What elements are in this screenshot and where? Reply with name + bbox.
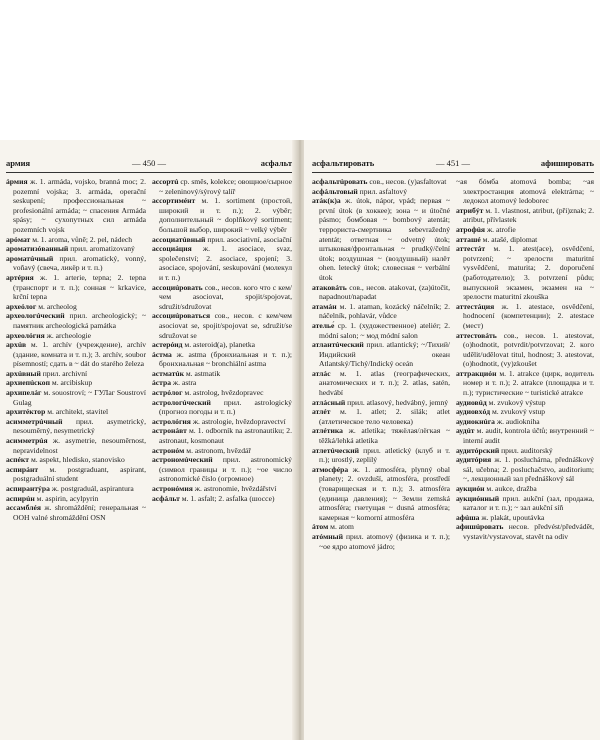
dictionary-entry — [6, 340, 146, 369]
left-page-column-2 — [152, 177, 292, 522]
dictionary-entry — [6, 465, 146, 484]
dictionary-entry — [312, 532, 450, 551]
entry-definition: ж. astma (бронхиальная и т. п.); бронхиальная ~ bronchiální astma — [159, 349, 292, 369]
entry-definition: ж. 1. atmosféra, plynný obal planety; 2. ovzduší, atmosféra, prostředí (товарищеская и т. п.); 3. atmosféra (единица давления); ~ Земли zemská atmosféra; гнетущая ~ dusná atmosféra; камерная ~ komorní atmosféra — [319, 464, 450, 522]
dictionary-entry — [312, 446, 450, 465]
entry-headword: áстма — [152, 349, 172, 359]
entry-headword: аттестовáть — [456, 330, 497, 340]
right-page-columns — [312, 177, 594, 551]
dictionary-entry — [456, 398, 594, 408]
entry-definition: м. 1. atest(ace), osvědčení, potvrzení; ~ зрелости maturitní vysvědčení, maturita; 2. doporučení (работодателю); 3. potvrzení půdu; выпускной экзамен, экзамен на ~ зрелости maturitní zkouška — [463, 244, 594, 302]
entry-definition: прил. aromatizovaný — [70, 244, 135, 254]
dictionary-entry — [312, 522, 450, 532]
entry-definition: ж. 1. posluchárna, přednáškový sál, učebna; 2. posluchačstvo, auditorium; ~, лекционный зал přednáškový sál — [463, 455, 594, 484]
entry-headword: атташé — [456, 234, 481, 244]
dictionary-entry — [152, 340, 292, 350]
dictionary-entry — [152, 235, 292, 245]
entry-definition: прил. asfaltový — [359, 186, 408, 196]
entry-definition: ж. plakát, upoutávka — [481, 512, 545, 522]
entry-headword: астматúк — [152, 368, 184, 378]
entry-headword: аудиовúд — [456, 397, 487, 407]
dictionary-entry — [152, 398, 292, 417]
entry-headword: астронáвт — [152, 426, 187, 436]
dictionary-entry — [6, 436, 146, 455]
entry-headword: астрóлог — [152, 388, 183, 398]
dictionary-entry — [456, 302, 594, 331]
entry-definition: прил. astrologický (прогноз погоды и т. п.) — [159, 397, 292, 417]
left-page-columns — [6, 177, 292, 522]
entry-definition: прил. asymetrický, nesouměrný, nesymetrický — [13, 416, 146, 436]
dictionary-entry — [6, 503, 146, 522]
entry-headword: атлетúческий — [312, 445, 359, 455]
entry-definition: ж. postgraduál, aspirantura — [51, 484, 134, 493]
dictionary-entry — [456, 206, 594, 225]
entry-definition: прил. aukční (зал, продажа, каталог и т. п.); ~ зал aukční síň — [463, 493, 594, 513]
entry-definition: прил. atlasový, hedvábný, jemný — [347, 397, 449, 407]
entry-definition: сов., несов. кого что с кем/чем asociovat, spojit/spojovat, sdružit/sdružovat — [159, 282, 292, 311]
dictionary-entry — [312, 196, 450, 282]
dictionary-entry — [456, 244, 594, 302]
entry-headword: аудиокнúга — [456, 416, 495, 426]
entry-headword: археóлог — [6, 301, 37, 311]
dictionary-entry — [6, 388, 146, 407]
dictionary-entry — [152, 350, 292, 369]
entry-headword: аспéкт — [6, 455, 30, 465]
entry-headword: атрофúя — [456, 224, 486, 234]
entry-definition: несов. předvést/předvádět, vystavit/vystavovat, stavět na odiv — [463, 522, 594, 541]
entry-headword: ателье́ — [312, 320, 335, 330]
entry-headword: áтом — [312, 522, 329, 532]
entry-headword: астрономúческий — [152, 455, 213, 465]
entry-headword: архитéктор — [6, 407, 46, 417]
entry-headword: аудúт — [456, 426, 475, 436]
entry-definition: м. 1. ataman, kozácký náčelník; 2. náčelník, pohlavár, vůdce — [319, 301, 450, 321]
entry-definition: м. 1. sortiment (простой, широкий и т. п.); 2. výběr; дополнительный ~ doplňkový sortiment; большой выбор, широкий ~ velký výběr — [159, 196, 292, 234]
entry-headword: астрологúческий — [152, 397, 211, 407]
entry-definition: ж. astrologie, hvězdopravectví — [192, 416, 286, 426]
entry-headword: ассортимéнт — [152, 196, 196, 206]
header-right-word: афишировать — [540, 158, 594, 168]
dictionary-entry — [152, 196, 292, 234]
entry-definition: прил. auditorský — [501, 445, 553, 455]
dictionary-entry — [456, 446, 594, 456]
entry-headword: афишúровать — [456, 522, 504, 532]
header-right-word: асфальт — [260, 158, 292, 168]
entry-definition: ж. atletika; тяжёлая/лёгкая ~ těžká/lehká atletika — [319, 426, 450, 446]
entry-headword: асимметрúчный — [6, 416, 63, 426]
dictionary-entry — [456, 513, 594, 523]
entry-definition: м. atom — [330, 522, 354, 532]
entry-headword: артéрия — [6, 272, 34, 282]
entry-headword: асфальтúровать — [312, 177, 368, 186]
entry-definition: м. zvukový výstup — [488, 397, 546, 407]
entry-definition: ж. útok, nápor, vpád; первая ~ první útok (в хоккее); зона ~ и útočné pásmo; бомбовая ~ bombový atentát; террориста-смертника sebevražedný atentát; ответная ~ odvetný útok; штыковая/фронтальная ~ prudký/čelní útok; воздушная ~ (воздушный) налёт ohen. letecký útok; словесная ~ verbální útok — [319, 196, 450, 282]
running-header — [312, 158, 594, 173]
entry-headword: ассортú — [152, 177, 179, 186]
entry-definition: м. zvukový vstup — [492, 407, 546, 417]
entry-headword: асфáльтовый — [312, 186, 358, 196]
entry-definition: м. 1. atrakce (цирк, водитель номер и т. п.); 2. atrakce (площадка и т. п.); туристические ~ turistické atrakce — [463, 368, 594, 398]
entry-headword: атамáн — [312, 301, 337, 311]
dictionary-entry — [152, 311, 292, 340]
entry-definition: ж. astronomie, hvězdářství — [194, 484, 277, 493]
entry-headword: афúша — [456, 512, 480, 522]
entry-definition: сов., несов. (у)asfaltovat — [369, 177, 447, 186]
header-left-word: асфальтировать — [312, 158, 375, 168]
dictionary-entry — [456, 522, 594, 541]
dictionary-entry — [6, 494, 146, 504]
dictionary-entry — [6, 331, 146, 341]
dictionary-spread — [0, 140, 600, 740]
entry-definition: прил. aromatický, vonný, voňavý (свеча, ликёр и т. п.) — [13, 253, 146, 273]
dictionary-entry — [152, 244, 292, 282]
entry-definition: прил. astronomický (символ границы и т. п.); ~ое число astronomické číslo (огромное) — [159, 455, 292, 484]
entry-definition: м. 1. atlet; 2. silák; atlet (атлетическое тело человека) — [319, 407, 450, 426]
entry-headword: аукциóн — [456, 484, 485, 493]
entry-headword: атáк(к)а — [312, 196, 341, 206]
running-header — [6, 158, 292, 173]
entry-headword: асфáльт — [152, 493, 180, 503]
entry-headword: атлéтика — [312, 426, 343, 436]
entry-headword: астронóмия — [152, 484, 193, 493]
entry-definition: ж. shromáždění; генеральная ~ ООН valné shromáždění OSN — [13, 503, 147, 522]
dictionary-entry — [152, 484, 292, 494]
dictionary-entry — [152, 177, 292, 196]
entry-definition: ср. 1. (художественное) ateliér; 2. módní salon; ~ мод módní salon — [319, 320, 450, 340]
entry-headword: аудитóрский — [456, 445, 500, 455]
entry-definition: м. 1. odborník na astronautiku; 2. astronaut, kosmonaut — [159, 426, 292, 446]
dictionary-entry — [152, 388, 292, 398]
right-page — [304, 140, 600, 740]
entry-headword: атрибýт — [456, 205, 484, 215]
entry-headword: атлáс — [312, 368, 331, 378]
page-number: — 451 — — [436, 158, 470, 168]
dictionary-entry — [312, 340, 450, 369]
dictionary-entry — [456, 369, 594, 398]
entry-headword: ассоциатúвный — [152, 234, 206, 244]
entry-definition: прил. archivní — [42, 368, 88, 378]
entry-headword: архипелáг — [6, 388, 42, 398]
header-left-word: армия — [6, 158, 31, 168]
dictionary-entry — [6, 378, 146, 388]
entry-headword: ароматúчный — [6, 253, 54, 263]
entry-headword: ароматизóванный — [6, 244, 69, 254]
dictionary-entry — [6, 417, 146, 436]
entry-definition: ж. archeologie — [46, 330, 92, 340]
entry-definition: м. audit, kontrola účtů; внутренний ~ interní audit — [463, 426, 594, 446]
entry-definition: м. 1. archív (учреждение), archív (здание, комната и т. п.); 3. archív, soubor písemností; сдать в ~ dát do starého železa — [13, 340, 146, 369]
entry-definition: м. asteroid(a), planetka — [184, 340, 256, 350]
entry-definition: м. 1. atlas (географических, анатомических и т. п.); 2. atlas, satén, hedvábí — [319, 368, 450, 398]
entry-definition: прил. atomový (физика и т. п.); ~ое ядро atomové jádro; — [319, 531, 450, 551]
dictionary-entry — [6, 484, 146, 494]
right-page-column-1 — [312, 177, 450, 551]
dictionary-entry — [312, 177, 450, 187]
entry-headword: атаковáть — [312, 282, 347, 292]
entry-headword: ассоциáция — [152, 244, 192, 254]
dictionary-entry — [6, 407, 146, 417]
entry-definition: м. astrolog, hvězdopravec — [184, 388, 264, 398]
dictionary-entry — [456, 407, 594, 417]
dictionary-entry — [312, 369, 450, 398]
entry-definition: ж. atrofie — [486, 224, 516, 234]
entry-definition: м. atašé, diplomat — [482, 234, 538, 244]
entry-definition: м. 1. vlastnost, atribut, (při)znak; 2. atribut, přívlastek — [463, 205, 594, 225]
entry-headword: атлéт — [312, 407, 331, 417]
entry-definition: м. aukce, dražba — [486, 484, 537, 493]
dictionary-entry — [6, 369, 146, 379]
dictionary-entry — [152, 417, 292, 427]
entry-definition: ж. audiokniha — [496, 416, 540, 426]
entry-headword: аттестáт — [456, 244, 486, 254]
dictionary-entry — [456, 331, 594, 369]
entry-definition: сов., несов. 1. atestovat, (o)hodnotit, potvrdit/potvrzovat; 2. кого udělit/udělovat titul, hodnost; 3. atestovat, (o)hodnotit, (vy)zkoušet — [463, 330, 594, 369]
entry-headword: астерóид — [152, 340, 183, 350]
entry-headword: археологúческий — [6, 311, 65, 321]
entry-definition: ж. 1. asociace, svaz, společenství; 2. asociace, spojení; 3. asociace, spojování, seskupování (молекул и т. п.) — [159, 244, 292, 282]
dictionary-entry — [6, 311, 146, 330]
entry-definition: ж. asymetrie, nesouměrnost, nepravidelnost — [13, 436, 146, 455]
entry-definition: м. postgraduant, aspirant, postgraduální student — [13, 464, 147, 484]
entry-headword: атмосфéра — [312, 464, 349, 474]
entry-headword: áрмия — [6, 177, 28, 186]
entry-headword: аспирантýра — [6, 484, 50, 493]
entry-headword: атлантúческий — [312, 340, 364, 350]
entry-headword: ассамблéя — [6, 503, 41, 513]
entry-definition: м. archeolog — [38, 301, 77, 311]
entry-headword: ассоциúровать — [152, 282, 203, 292]
entry-headword: арóмат — [6, 234, 31, 244]
dictionary-entry — [152, 426, 292, 445]
dictionary-entry — [152, 446, 292, 456]
dictionary-entry — [312, 398, 450, 408]
dictionary-entry — [312, 426, 450, 445]
entry-headword: астронóм — [152, 445, 185, 455]
dictionary-entry — [312, 407, 450, 426]
dictionary-entry — [312, 283, 450, 302]
entry-headword: архúв — [6, 340, 27, 350]
entry-definition: ж. 1. arterie, tepna; 2. tepna (транспорт и т. п.); сонная ~ krkavice, krční tepna — [13, 272, 146, 302]
dictionary-entry — [152, 369, 292, 379]
entry-definition: ср. směs, kolekce; овощное/сырное ~ zeleninový/sýrový talíř — [159, 177, 292, 196]
entry-headword: атóмный — [312, 531, 343, 541]
dictionary-entry — [6, 455, 146, 465]
dictionary-entry — [312, 302, 450, 321]
entry-definition: ж. 1. armáda, vojsko, branná moc; 2. pozemní vojska; 3. armáda, operační seskupení; профессиональная ~ profesionální armáda; ~ спасения Armáda spásy; ~ сухопутных сил armáda pozemních vojsk — [13, 177, 146, 234]
entry-definition: м. 1. asfalt; 2. asfalka (шоссе) — [181, 493, 275, 503]
entry-definition: м. 1. aroma, vůně; 2. pel, nádech — [32, 234, 133, 244]
entry-headword: архúвный — [6, 368, 41, 378]
entry-headword: áстра — [152, 378, 172, 388]
entry-definition: прил. atlantický; ~/Тихий/Индийский океан Atlantský/Tichý/Indický oceán — [319, 340, 450, 369]
entry-headword: асимметрúя — [6, 436, 48, 446]
entry-definition: прил. asociativní, asociační — [207, 234, 292, 244]
entry-definition: м. astmatik — [185, 368, 221, 378]
entry-headword: аспирúн — [6, 493, 35, 503]
dictionary-entry — [152, 455, 292, 484]
dictionary-entry — [6, 177, 146, 235]
dictionary-entry — [456, 417, 594, 427]
dictionary-entry — [456, 426, 594, 445]
dictionary-entry — [152, 283, 292, 312]
dictionary-entry — [456, 494, 594, 513]
dictionary-entry — [6, 235, 146, 245]
entry-headword: атлáсный — [312, 397, 346, 407]
entry-headword: аудитóрия — [456, 455, 492, 465]
entry-headword: аттестáция — [456, 301, 495, 311]
entry-definition: м. souostroví; ~ ГУЛаг Soustroví Gulag — [13, 388, 146, 407]
dictionary-entry — [312, 187, 450, 197]
entry-headword: аудиовхóд — [456, 407, 491, 417]
entry-headword: аспирáнт — [6, 464, 39, 474]
dictionary-entry — [456, 235, 594, 245]
dictionary-entry — [456, 225, 594, 235]
dictionary-entry — [456, 484, 594, 494]
entry-headword: архиепúскоп — [6, 378, 50, 388]
entry-definition: ~ая бóмба atomová bomba; ~ая электростанция atomová elektrárna; ~ ледокол atomový ledoborec — [456, 177, 594, 206]
entry-definition: сов., несов. с кем/чем asociovat se, spojit/spojovat se, sdružit/se sdružovat se — [159, 311, 292, 340]
entry-definition: м. architekt, stavitel — [47, 407, 109, 417]
dictionary-entry — [312, 321, 450, 340]
entry-definition: ж. astra — [172, 378, 197, 388]
entry-headword: аукциóнный — [456, 493, 500, 503]
right-page-column-2 — [456, 177, 594, 551]
dictionary-entry — [312, 465, 450, 523]
dictionary-entry — [152, 494, 292, 504]
dictionary-entry — [6, 254, 146, 273]
entry-definition: сов., несов. atakovat, (za)útočit, napadnout/napadat — [319, 282, 450, 302]
entry-headword: астролóгия — [152, 416, 191, 426]
entry-definition: ж. 1. atestace, osvědčení, hodnocení (компетенции); 2. atestace (мест) — [463, 301, 594, 330]
entry-definition: м. aspirin, acylpyrin — [36, 493, 99, 503]
entry-headword: археолóгия — [6, 330, 45, 340]
entry-definition: м. astronom, hvězdář — [186, 445, 251, 455]
dictionary-entry — [456, 177, 594, 206]
entry-headword: ассоциúроваться — [152, 311, 211, 321]
page-number: — 450 — — [132, 158, 166, 168]
left-page — [0, 140, 296, 740]
entry-definition: прил. archeologický; ~ памятник archeologická památka — [13, 311, 146, 330]
dictionary-entry — [152, 378, 292, 388]
entry-definition: м. aspekt, hledisko, stanovisko — [30, 455, 125, 465]
dictionary-entry — [6, 273, 146, 302]
dictionary-entry — [456, 455, 594, 484]
entry-definition: прил. atletický (клуб и т. п.); urostlý, zeplilý — [319, 445, 450, 465]
entry-headword: аттракциóн — [456, 368, 497, 378]
entry-definition: м. arcibiskup — [51, 378, 93, 388]
dictionary-entry — [6, 302, 146, 312]
dictionary-entry — [6, 244, 146, 254]
left-page-column-1 — [6, 177, 146, 522]
